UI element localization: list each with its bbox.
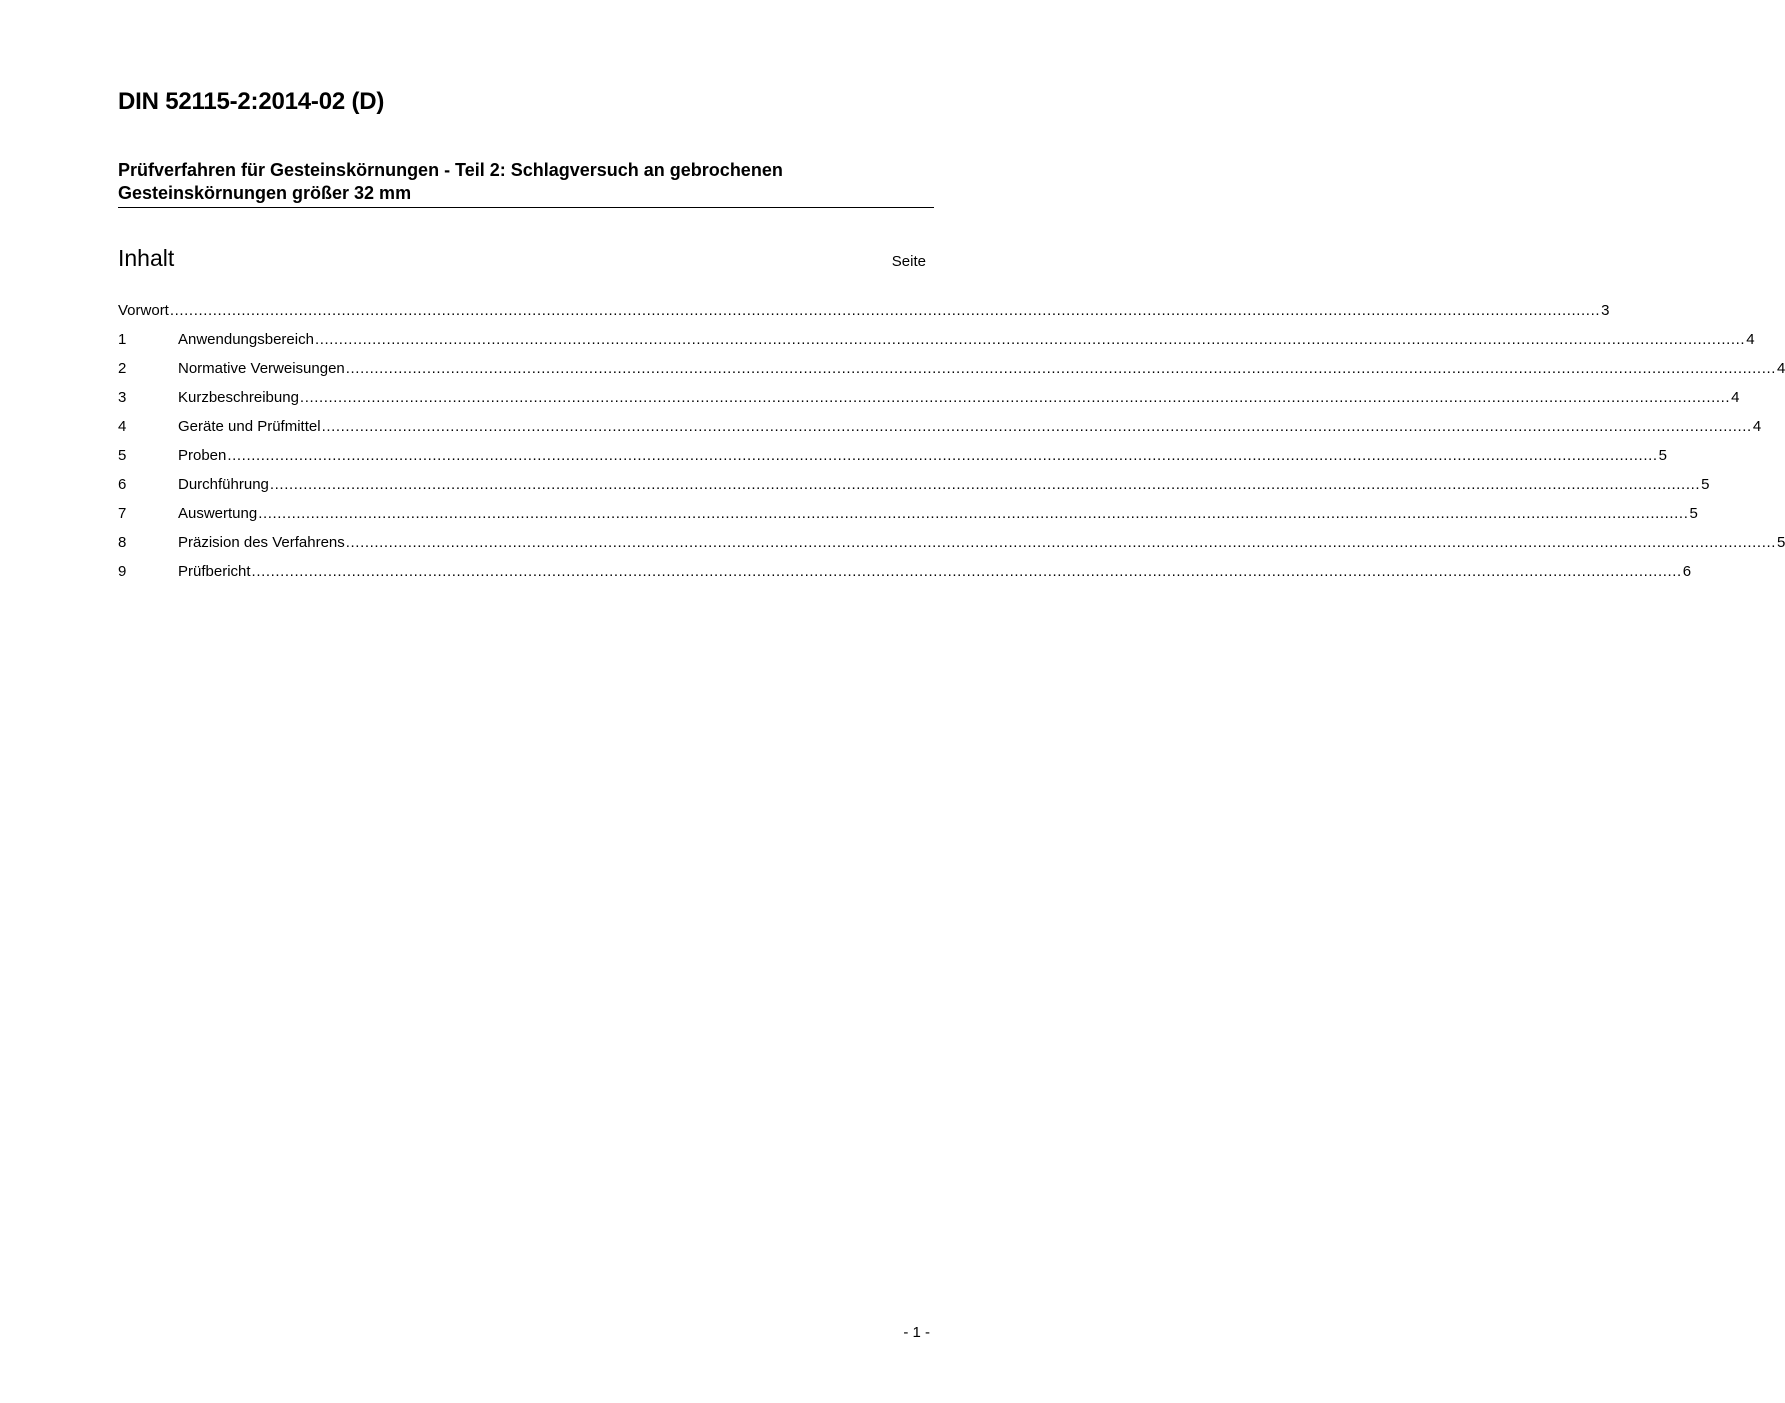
toc-page-column-label: Seite [891, 253, 926, 270]
toc-entry-page: 4 [1746, 331, 1755, 348]
toc-entry-vorwort[interactable] [118, 301, 1610, 330]
toc-entry-title: Auswertung [178, 505, 258, 522]
toc-entry-number: 4 [118, 418, 127, 435]
document-title-line-1: Prüfverfahren für Gesteinskörnungen - Teil 2: Schlagversuch an gebrochenen [118, 160, 783, 180]
toc-entry-title: Vorwort [118, 302, 169, 319]
toc-entry-page: 5 [1701, 476, 1710, 493]
table-of-contents [118, 301, 1785, 591]
toc-entry-8[interactable] [118, 533, 1785, 562]
document-title [118, 159, 934, 208]
toc-entry-title: Anwendungsbereich [178, 331, 314, 348]
toc-entry-number: 5 [118, 447, 127, 464]
toc-entry-page: 5 [1658, 447, 1667, 464]
toc-leader-dots: ............................................................................................................................................................................................................................................................................................................ [299, 389, 1731, 406]
toc-entry-number: 9 [118, 563, 127, 580]
toc-entry-number: 3 [118, 389, 127, 406]
toc-heading: Inhalt [118, 245, 175, 271]
toc-entry-page: 5 [1777, 534, 1785, 551]
toc-leader-dots: ............................................................................................................................................................................................................................................................................................................ [251, 563, 1682, 580]
page-number: - 1 - [903, 1324, 930, 1341]
toc-entry-2[interactable] [118, 359, 1785, 388]
toc-entry-5[interactable] [118, 446, 1667, 475]
toc-entry-title: Prüfbericht [178, 563, 251, 580]
toc-entry-page: 3 [1601, 302, 1610, 319]
toc-entry-number: 7 [118, 505, 127, 522]
toc-entry-3[interactable] [118, 388, 1740, 417]
toc-entry-6[interactable] [118, 475, 1710, 504]
toc-leader-dots: ............................................................................................................................................................................................................................................................................................................ [169, 302, 1601, 319]
toc-entry-page: 5 [1689, 505, 1698, 522]
toc-entry-title: Geräte und Prüfmittel [178, 418, 321, 435]
toc-entry-1[interactable] [118, 330, 1755, 359]
toc-leader-dots: ............................................................................................................................................................................................................................................................................................................ [345, 534, 1777, 551]
toc-entry-7[interactable] [118, 504, 1698, 533]
toc-entry-page: 4 [1777, 360, 1785, 377]
toc-entry-number: 8 [118, 534, 127, 551]
toc-leader-dots: ............................................................................................................................................................................................................................................................................................................ [227, 447, 1658, 464]
toc-entry-4[interactable] [118, 417, 1762, 446]
toc-entry-number: 6 [118, 476, 127, 493]
toc-leader-dots: ............................................................................................................................................................................................................................................................................................................ [345, 360, 1777, 377]
toc-entry-9[interactable] [118, 562, 1692, 591]
toc-entry-page: 4 [1752, 418, 1762, 435]
toc-entry-title: Präzision des Verfahrens [178, 534, 345, 551]
document-id: DIN 52115-2:2014-02 (D) [118, 88, 385, 115]
toc-leader-dots: ............................................................................................................................................................................................................................................................................................................ [269, 476, 1701, 493]
toc-entry-title: Kurzbeschreibung [178, 389, 299, 406]
toc-entry-number: 1 [118, 331, 127, 348]
toc-leader-dots: ............................................................................................................................................................................................................................................................................................................ [258, 505, 1689, 522]
toc-entry-title: Durchführung [178, 476, 269, 493]
toc-leader-dots: ............................................................................................................................................................................................................................................................................................................ [321, 418, 1752, 435]
toc-entry-page: 6 [1682, 563, 1692, 580]
document-title-line-2: Gesteinskörnungen größer 32 mm [118, 183, 412, 203]
toc-leader-dots: ............................................................................................................................................................................................................................................................................................................ [314, 331, 1746, 348]
toc-entry-page: 4 [1731, 389, 1740, 406]
toc-entry-title: Normative Verweisungen [178, 360, 345, 377]
toc-entry-title: Proben [178, 447, 227, 464]
toc-entry-number: 2 [118, 360, 127, 377]
